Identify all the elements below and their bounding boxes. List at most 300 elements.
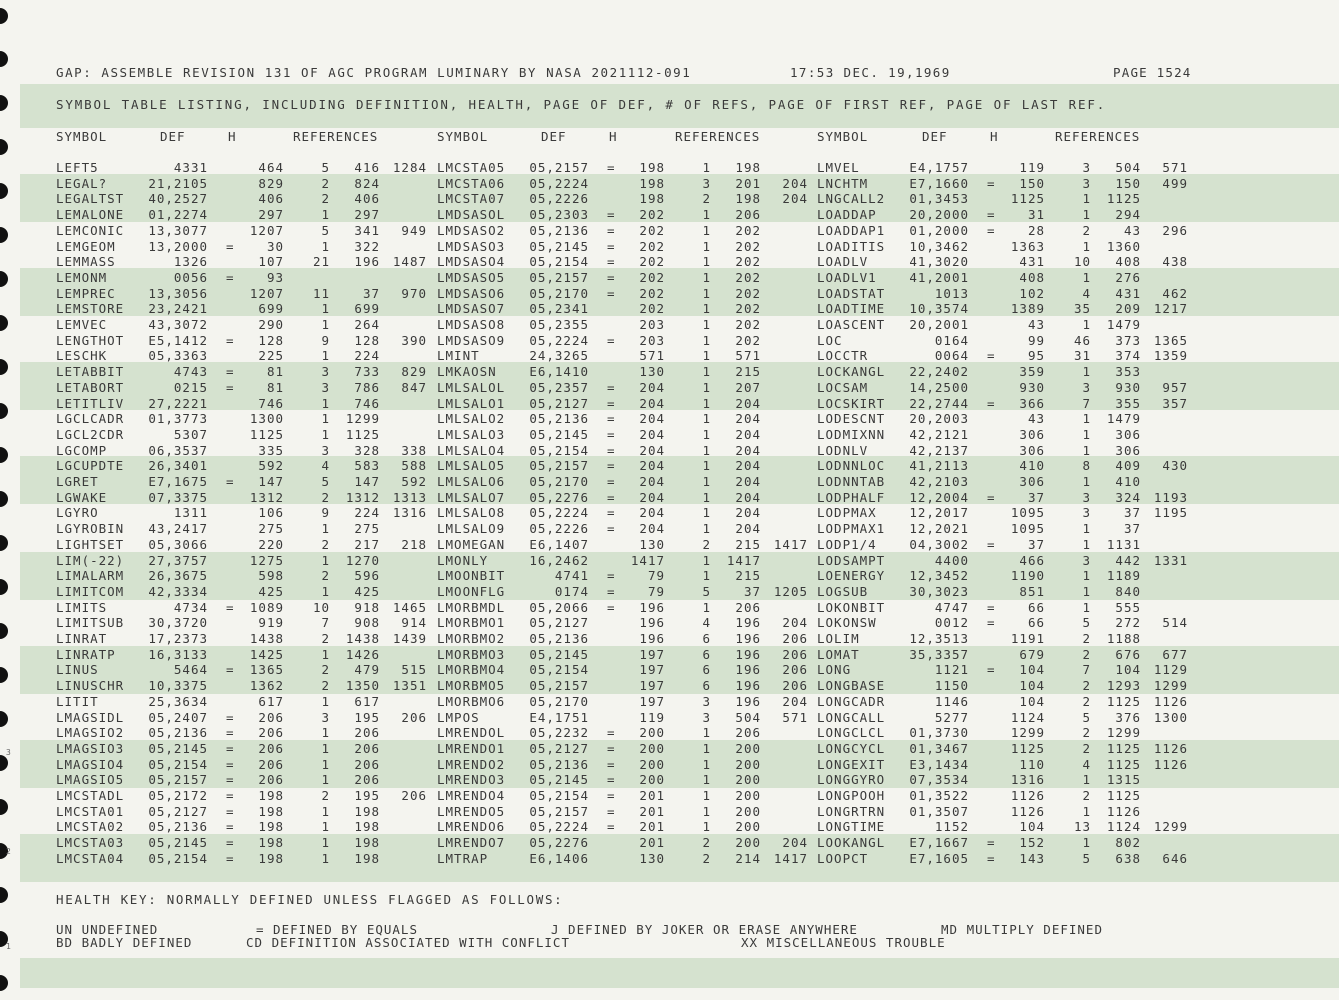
cell-ref-count: 1 [702, 379, 711, 395]
cell-health: = [607, 332, 616, 348]
cell-health: = [607, 222, 616, 238]
cell-ref-count: 1 [321, 301, 330, 317]
cell-ref-count: 1 [702, 395, 711, 411]
cell-def-page: 196 [639, 599, 665, 615]
cell-symbol: LOKONBIT [817, 599, 886, 615]
col-header-def: DEF [541, 129, 567, 144]
cell-first-ref: 150 [1115, 175, 1141, 191]
cell-ref-count: 2 [1082, 631, 1091, 646]
cell-first-ref: 104 [1115, 662, 1141, 678]
cell-first-ref: 215 [735, 364, 761, 380]
cell-ref-count: 3 [321, 442, 330, 458]
cell-def: 05,2136 [529, 222, 589, 238]
cell-ref-count: 1 [702, 411, 711, 427]
cell-def: 1311 [173, 505, 208, 521]
cell-def-page: 930 [1019, 379, 1045, 395]
cell-health: = [226, 788, 235, 803]
cell-def-page: 1190 [1010, 568, 1045, 584]
table-row [0, 239, 1339, 255]
cell-ref-count: 1 [702, 772, 711, 788]
cell-def: E5,1412 [148, 332, 208, 348]
cell-symbol: LIMITSUB [56, 615, 125, 631]
cell-symbol: LODMIXNN [817, 426, 886, 442]
cell-last-ref: 338 [401, 442, 427, 458]
cell-symbol: LONGEXIT [817, 756, 886, 772]
cell-ref-count: 9 [321, 505, 330, 521]
cell-symbol: LOADITIS [817, 238, 886, 254]
cell-symbol: LMDSASO4 [437, 254, 506, 270]
cell-health: = [226, 269, 235, 285]
cell-health: = [226, 725, 235, 741]
cell-first-ref: 1299 [1106, 725, 1141, 741]
table-row [0, 631, 1339, 647]
cell-first-ref: 200 [735, 788, 761, 803]
cell-symbol: LMLSALO8 [437, 505, 506, 521]
cell-first-ref: 206 [735, 599, 761, 615]
cell-symbol: LMRENDO1 [437, 740, 506, 756]
cell-symbol: LOADDAP [817, 207, 877, 223]
cell-symbol: LMDSASOL [437, 207, 506, 223]
cell-ref-count: 4 [702, 615, 711, 631]
table-row [0, 678, 1339, 694]
cell-symbol: LONGCALL [817, 709, 886, 725]
cell-def: 05,2157 [529, 803, 589, 819]
cell-def: 01,3453 [909, 191, 969, 207]
cell-first-ref: 202 [735, 269, 761, 285]
cell-ref-count: 3 [321, 379, 330, 395]
cell-def: 10,3574 [909, 301, 969, 317]
cell-health: = [226, 709, 235, 725]
cell-last-ref: 390 [401, 332, 427, 348]
cell-symbol: LMAGSIO2 [56, 725, 125, 741]
col-header-references: REFERENCES [675, 129, 761, 144]
cell-ref-count: 2 [321, 536, 330, 552]
cell-def: 41,2001 [909, 269, 969, 285]
cell-health: = [226, 379, 235, 395]
cell-health: = [226, 364, 235, 380]
cell-def-page: 202 [639, 285, 665, 301]
cell-def: 20,2003 [909, 411, 969, 427]
margin-number: 1 [6, 942, 11, 951]
cell-def-page: 198 [258, 788, 284, 803]
page-title: GAP: ASSEMBLE REVISION 131 OF AGC PROGRAM LUMINARY BY NASA 2021112-091 [56, 65, 692, 80]
cell-symbol: LONGGYRO [817, 772, 886, 788]
cell-ref-count: 31 [1073, 348, 1091, 364]
cell-first-ref: 306 [1115, 426, 1141, 442]
cell-def-page: 359 [1019, 364, 1045, 380]
cell-first-ref: 204 [735, 411, 761, 427]
cell-last-ref: 1129 [1153, 662, 1188, 678]
cell-first-ref: 324 [1115, 489, 1141, 505]
cell-health: = [987, 615, 996, 631]
margin-number: 3 [6, 748, 11, 757]
cell-def-page: 366 [1019, 395, 1045, 411]
cell-first-ref: 1125 [1106, 693, 1141, 709]
cell-def: 01,3467 [909, 740, 969, 756]
cell-last-ref: 571 [782, 709, 808, 725]
cell-def-page: 1312 [249, 489, 284, 505]
table-row [0, 851, 1339, 867]
cell-health: = [226, 835, 235, 851]
cell-symbol: LODNLV [817, 442, 869, 458]
cell-def: 05,2226 [529, 521, 589, 537]
cell-def-page: 198 [639, 160, 665, 175]
table-row [0, 584, 1339, 600]
cell-last-ref: 1300 [1153, 709, 1188, 725]
cell-health: = [607, 207, 616, 223]
cell-def: 05,2145 [529, 238, 589, 254]
cell-def-page: 1389 [1010, 301, 1045, 317]
cell-ref-count: 4 [1082, 756, 1091, 772]
cell-first-ref: 1189 [1106, 568, 1141, 584]
cell-def: 05,2276 [529, 489, 589, 505]
cell-first-ref: 37 [743, 583, 761, 599]
cell-symbol: LMCSTA04 [56, 850, 125, 866]
cell-ref-count: 3 [1082, 489, 1091, 505]
cell-symbol: LGYROBIN [56, 521, 125, 537]
cell-ref-count: 1 [702, 803, 711, 819]
cell-symbol: LOLIM [817, 631, 860, 646]
cell-def-page: 204 [639, 411, 665, 427]
cell-symbol: LMCSTA02 [56, 819, 125, 835]
cell-symbol: LOKONSW [817, 615, 877, 631]
cell-def: E7,1605 [909, 850, 969, 866]
cell-ref-count: 3 [321, 364, 330, 380]
cell-def: 16,3133 [148, 646, 208, 662]
cell-def-page: 79 [647, 568, 665, 584]
cell-last-ref: 829 [401, 364, 427, 380]
cell-first-ref: 676 [1115, 646, 1141, 662]
table-row [0, 710, 1339, 726]
cell-first-ref: 328 [354, 442, 380, 458]
cell-first-ref: 202 [735, 332, 761, 348]
feed-hole-icon [0, 887, 8, 903]
cell-symbol: LETITLIV [56, 395, 125, 411]
cell-def: 27,2221 [148, 395, 208, 411]
cell-def-page: 203 [639, 332, 665, 348]
cell-def-page: 150 [1019, 175, 1045, 191]
cell-last-ref: 1316 [392, 505, 427, 521]
cell-def: 1150 [934, 678, 969, 694]
cell-ref-count: 2 [1082, 788, 1091, 803]
cell-def: 05,2224 [529, 819, 589, 835]
cell-ref-count: 3 [702, 709, 711, 725]
cell-health: = [987, 222, 996, 238]
cell-last-ref: 1299 [1153, 819, 1188, 835]
cell-ref-count: 1 [702, 238, 711, 254]
cell-ref-count: 1 [1082, 599, 1091, 615]
cell-first-ref: 373 [1115, 332, 1141, 348]
cell-def: 05,2224 [529, 332, 589, 348]
cell-symbol: LODSAMPT [817, 552, 886, 568]
cell-def-page: 202 [639, 254, 665, 270]
table-row [0, 490, 1339, 506]
cell-def-page: 106 [258, 505, 284, 521]
cell-def: 12,2021 [909, 521, 969, 537]
cell-first-ref: 410 [1115, 474, 1141, 489]
cell-def-page: 198 [258, 835, 284, 851]
cell-symbol: LMORBMO5 [437, 678, 506, 694]
cell-def: 01,2000 [909, 222, 969, 238]
cell-def-page: 408 [1019, 269, 1045, 285]
cell-symbol: LMLSALO4 [437, 442, 506, 458]
cell-last-ref: 296 [1162, 222, 1188, 238]
cell-def-page: 851 [1019, 583, 1045, 599]
cell-last-ref: 949 [401, 222, 427, 238]
cell-health: = [607, 740, 616, 756]
cell-symbol: LEGAL? [56, 175, 108, 191]
cell-first-ref: 353 [1115, 364, 1141, 380]
cell-def: 05,2154 [529, 442, 589, 458]
cell-symbol: LMRENDO2 [437, 756, 506, 772]
cell-def-page: 110 [1019, 756, 1045, 772]
cell-ref-count: 6 [702, 646, 711, 662]
cell-def-page: 198 [258, 819, 284, 835]
table-row [0, 348, 1339, 364]
cell-first-ref: 1479 [1106, 411, 1141, 427]
cell-ref-count: 2 [321, 678, 330, 694]
cell-ref-count: 21 [312, 254, 330, 270]
col-header-symbol: SYMBOL [56, 129, 108, 144]
cell-ref-count: 1 [702, 788, 711, 803]
cell-symbol: LODP1/4 [817, 536, 877, 552]
cell-last-ref: 1365 [1153, 332, 1188, 348]
cell-def: 22,2744 [909, 395, 969, 411]
cell-def-page: 204 [639, 442, 665, 458]
cell-def-page: 81 [266, 364, 284, 380]
cell-def-page: 1363 [1010, 238, 1045, 254]
cell-ref-count: 5 [321, 160, 330, 175]
cell-last-ref: 957 [1162, 379, 1188, 395]
cell-def: 05,2154 [148, 850, 208, 866]
cell-first-ref: 200 [735, 819, 761, 835]
cell-ref-count: 3 [1082, 175, 1091, 191]
cell-first-ref: 1125 [1106, 740, 1141, 756]
cell-def-page: 93 [266, 269, 284, 285]
cell-health: = [607, 599, 616, 615]
cell-ref-count: 1 [702, 474, 711, 489]
cell-ref-count: 2 [702, 850, 711, 866]
cell-first-ref: 264 [354, 317, 380, 332]
cell-symbol: LMLSALO5 [437, 458, 506, 474]
cell-first-ref: 202 [735, 238, 761, 254]
cell-def: 05,2170 [529, 285, 589, 301]
cell-symbol: LOADTIME [817, 301, 886, 317]
cell-first-ref: 204 [735, 442, 761, 458]
cell-first-ref: 214 [735, 850, 761, 866]
cell-symbol: LONGCLCL [817, 725, 886, 741]
cell-symbol: LMDSASO3 [437, 238, 506, 254]
cell-ref-count: 7 [1082, 395, 1091, 411]
cell-def-page: 919 [258, 615, 284, 631]
cell-health: = [607, 788, 616, 803]
cell-symbol: LIGHTSET [56, 536, 125, 552]
cell-symbol: LMORBMDL [437, 599, 506, 615]
cell-def-page: 204 [639, 426, 665, 442]
cell-symbol: LIMALARM [56, 568, 125, 584]
cell-ref-count: 4 [321, 458, 330, 474]
cell-symbol: LOOPCT [817, 850, 869, 866]
table-row [0, 537, 1339, 553]
cell-def-page: 130 [639, 364, 665, 380]
cell-def: 06,3537 [148, 442, 208, 458]
cell-last-ref: 218 [401, 536, 427, 552]
cell-first-ref: 1438 [345, 631, 380, 646]
cell-def-page: 1126 [1010, 788, 1045, 803]
cell-first-ref: 297 [354, 207, 380, 223]
cell-ref-count: 3 [1082, 552, 1091, 568]
cell-def-page: 198 [639, 191, 665, 207]
cell-ref-count: 5 [1082, 615, 1091, 631]
cell-symbol: LMCSTADL [56, 788, 125, 803]
cell-health: = [607, 285, 616, 301]
cell-ref-count: 3 [1082, 160, 1091, 175]
cell-symbol: LODPHALF [817, 489, 886, 505]
cell-first-ref: 409 [1115, 458, 1141, 474]
cell-first-ref: 206 [354, 740, 380, 756]
cell-symbol: LEMONM [56, 269, 108, 285]
cell-def: 01,2274 [148, 207, 208, 223]
cell-first-ref: 1426 [345, 646, 380, 662]
table-row [0, 270, 1339, 286]
cell-health: = [226, 756, 235, 772]
cell-ref-count: 1 [702, 332, 711, 348]
cell-health: = [607, 489, 616, 505]
cell-symbol: LIMITS [56, 599, 108, 615]
table-row [0, 254, 1339, 270]
cell-health: = [226, 662, 235, 678]
cell-first-ref: 217 [354, 536, 380, 552]
cell-ref-count: 1 [321, 583, 330, 599]
table-row [0, 804, 1339, 820]
cell-def: 4400 [934, 552, 969, 568]
cell-first-ref: 341 [354, 222, 380, 238]
cell-health: = [987, 850, 996, 866]
cell-def-page: 95 [1027, 348, 1045, 364]
cell-first-ref: 322 [354, 238, 380, 254]
cell-symbol: LONGRTRN [817, 803, 886, 819]
cell-def: 05,2145 [529, 646, 589, 662]
cell-def: 05,3363 [148, 348, 208, 364]
cell-ref-count: 1 [702, 442, 711, 458]
cell-def: 01,3773 [148, 411, 208, 427]
health-key-item: UN UNDEFINED [56, 922, 159, 937]
cell-def-page: 275 [258, 521, 284, 537]
cell-first-ref: 406 [354, 191, 380, 207]
cell-symbol: LEMVEC [56, 317, 108, 332]
table-row [0, 286, 1339, 302]
cell-symbol: LONGTIME [817, 819, 886, 835]
cell-def: 05,2157 [529, 678, 589, 694]
cell-def-page: 592 [258, 458, 284, 474]
cell-def-page: 200 [639, 740, 665, 756]
health-key-item: = DEFINED BY EQUALS [256, 922, 418, 937]
cell-health: = [987, 835, 996, 851]
cell-first-ref: 425 [354, 583, 380, 599]
cell-first-ref: 206 [354, 725, 380, 741]
cell-def: 05,2136 [529, 631, 589, 646]
table-row [0, 396, 1339, 412]
cell-first-ref: 294 [1115, 207, 1141, 223]
cell-ref-count: 2 [321, 631, 330, 646]
cell-first-ref: 195 [354, 709, 380, 725]
cell-ref-count: 1 [1082, 536, 1091, 552]
cell-def: 05,2154 [529, 254, 589, 270]
cell-symbol: LINUS [56, 662, 99, 678]
cell-first-ref: 638 [1115, 850, 1141, 866]
cell-first-ref: 200 [735, 835, 761, 851]
cell-first-ref: 202 [735, 317, 761, 332]
table-row [0, 160, 1339, 176]
cell-def: 07,3534 [909, 772, 969, 788]
cell-ref-count: 2 [321, 191, 330, 207]
table-row [0, 600, 1339, 616]
table-row [0, 317, 1339, 333]
cell-def-page: 197 [639, 662, 665, 678]
cell-symbol: LOOKANGL [817, 835, 886, 851]
cell-symbol: LGCOMP [56, 442, 108, 458]
cell-ref-count: 3 [321, 709, 330, 725]
col-header-def: DEF [922, 129, 948, 144]
cell-first-ref: 200 [735, 803, 761, 819]
cell-def-page: 1125 [249, 426, 284, 442]
cell-first-ref: 200 [735, 772, 761, 788]
cell-ref-count: 1 [702, 254, 711, 270]
cell-symbol: LGCUPDTE [56, 458, 125, 474]
cell-last-ref: 462 [1162, 285, 1188, 301]
margin-number: 2 [6, 847, 11, 856]
cell-symbol: LMORBMO2 [437, 631, 506, 646]
cell-ref-count: 5 [1082, 850, 1091, 866]
cell-def: 25,3634 [148, 693, 208, 709]
cell-def-page: 571 [639, 348, 665, 364]
cell-ref-count: 1 [702, 301, 711, 317]
cell-def-page: 130 [639, 850, 665, 866]
cell-ref-count: 1 [321, 646, 330, 662]
cell-def: 05,2157 [529, 269, 589, 285]
cell-health: = [607, 254, 616, 270]
cell-last-ref: 204 [782, 191, 808, 207]
cell-ref-count: 2 [1082, 222, 1091, 238]
cell-symbol: LOADLV1 [817, 269, 877, 285]
cell-def-page: 201 [639, 803, 665, 819]
cell-def: 1013 [934, 285, 969, 301]
table-row [0, 694, 1339, 710]
table-row [0, 788, 1339, 804]
cell-first-ref: 1126 [1106, 803, 1141, 819]
cell-first-ref: 201 [735, 175, 761, 191]
cell-def-page: 1365 [249, 662, 284, 678]
cell-health: = [226, 819, 235, 835]
cell-ref-count: 1 [702, 160, 711, 175]
col-header-health: H [609, 129, 618, 144]
cell-def-page: 202 [639, 301, 665, 317]
cell-ref-count: 1 [321, 772, 330, 788]
cell-ref-count: 1 [321, 317, 330, 332]
cell-symbol: LMTRAP [437, 850, 489, 866]
cell-ref-count: 1 [702, 552, 711, 568]
cell-first-ref: 408 [1115, 254, 1141, 270]
cell-ref-count: 1 [321, 850, 330, 866]
cell-symbol: LODPMAX1 [817, 521, 886, 537]
cell-def: 30,3023 [909, 583, 969, 599]
cell-def: 05,2145 [529, 426, 589, 442]
cell-first-ref: 198 [735, 160, 761, 175]
cell-first-ref: 200 [735, 740, 761, 756]
cell-first-ref: 442 [1115, 552, 1141, 568]
table-row [0, 364, 1339, 380]
cell-first-ref: 196 [735, 615, 761, 631]
